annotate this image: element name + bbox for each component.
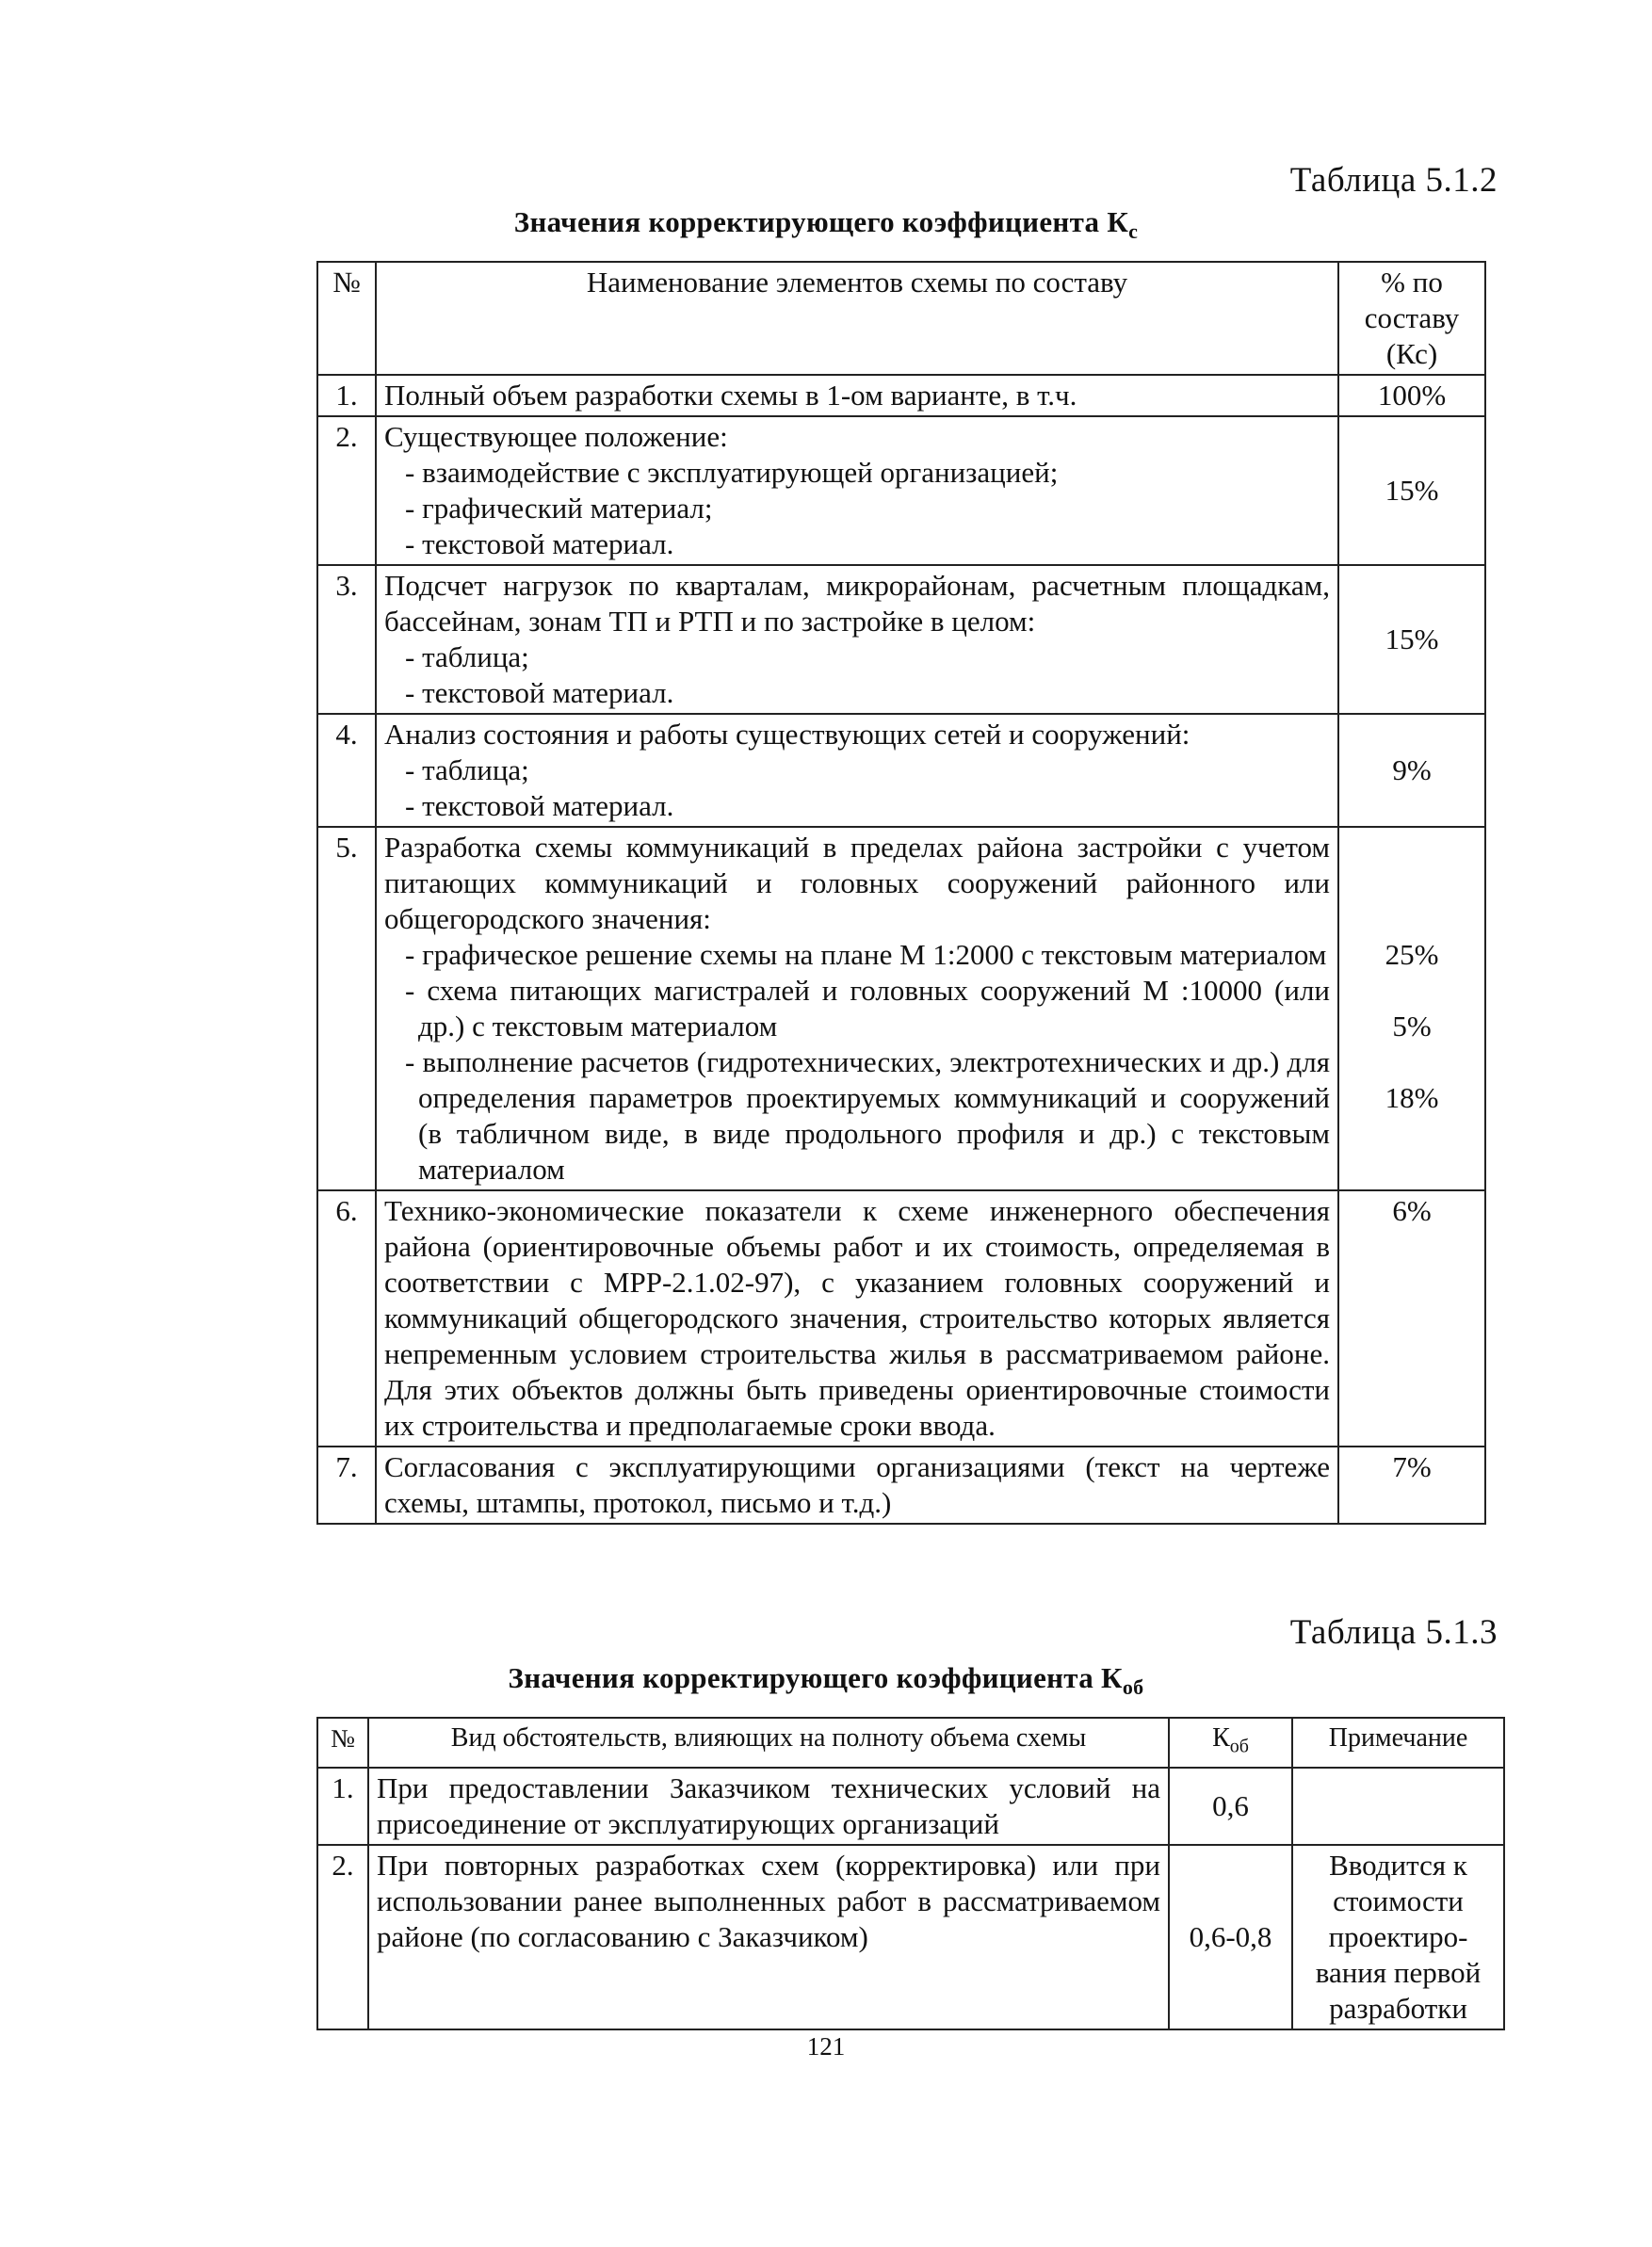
row-line: - текстовой материал. — [405, 789, 674, 822]
row-line: - графическое решение схемы на плане М 1:2000 с текстовым материалом — [405, 938, 1327, 971]
row-line: - взаимодействие с эксплуатирующей организацией; — [405, 456, 1059, 489]
header-note: Примечание — [1292, 1718, 1504, 1768]
header-coef: $К_{об}$ — [1169, 1718, 1292, 1768]
row-pct: 7% — [1338, 1447, 1485, 1524]
table-row — [317, 714, 1485, 827]
row-num: 2. — [317, 1845, 368, 2029]
table-5-1-2-label: Таблица 5.1.2 — [1289, 161, 1498, 200]
table-row — [317, 375, 1485, 416]
row-pct: 15% — [1338, 416, 1485, 565]
row-num: 3. — [317, 565, 376, 714]
row-num: 1. — [317, 1768, 368, 1845]
page-number: 121 — [806, 2032, 846, 2061]
table-row — [317, 1845, 1504, 2029]
row-line: - схема питающих магистралей и головных сооружений М :10000 (или др.) с текстовым материалом — [405, 974, 1330, 1043]
row-text: Согласования с эксплуатирующими организациями (текст на чертеже схемы, штампы, протокол, письмо и т.д.) — [376, 1447, 1338, 1524]
table-header-row — [317, 262, 1485, 375]
row-line: - таблица; — [405, 753, 529, 786]
row-pct: 15% — [1338, 565, 1485, 714]
row-line: Существующее положение: — [384, 420, 728, 453]
row-pct: 25% — [1385, 938, 1439, 971]
row-line: Разработка схемы коммуникаций в пределах района застройки с учетом питающих коммуникаций и головных сооружений районного или общегородского значения: — [384, 831, 1330, 935]
table-5-1-3-label: Таблица 5.1.3 — [1289, 1613, 1498, 1652]
table-row — [317, 1768, 1504, 1845]
row-line: Анализ состояния и работы существующих сетей и сооружений: — [384, 718, 1190, 751]
row-text: Полный объем разработки схемы в 1-ом варианте, в т.ч. — [376, 375, 1338, 416]
row-pct: 18% — [1385, 1081, 1439, 1114]
row-coef: 0,6 — [1169, 1768, 1292, 1845]
table-header-row — [317, 1718, 1504, 1768]
header-pct: % по составу (Кс) — [1338, 262, 1485, 375]
row-line: - выполнение расчетов (гидротехнических, электротехнических и др.) для определения параметров проектируемых коммуникаций и сооружений (в табличном виде, в виде продольного профиля и др.) с текстовым материалом — [405, 1045, 1330, 1186]
row-text — [376, 714, 1338, 827]
row-num: 5. — [317, 827, 376, 1190]
table-row — [317, 1447, 1485, 1524]
header-name: Вид обстоятельств, влияющих на полноту объема схемы — [368, 1718, 1169, 1768]
table-row — [317, 416, 1485, 565]
row-pct: 9% — [1338, 714, 1485, 827]
table-5-1-2-title: Значения корректирующего коэффициента $К_с$ — [513, 205, 1139, 244]
header-num: № — [317, 1718, 368, 1768]
row-line: - таблица; — [405, 640, 529, 673]
row-line: - текстовой материал. — [405, 676, 674, 709]
table-row — [317, 565, 1485, 714]
row-pct-group — [1338, 827, 1485, 1190]
row-text: При предоставлении Заказчиком технических условий на присоединение от эксплуатирующих организаций — [368, 1768, 1169, 1845]
row-note — [1292, 1768, 1504, 1845]
header-name: Наименование элементов схемы по составу — [376, 262, 1338, 375]
table-5-1-3 — [316, 1717, 1505, 2030]
row-text — [376, 827, 1338, 1190]
header-num: № — [317, 262, 376, 375]
row-coef: 0,6-0,8 — [1169, 1845, 1292, 2029]
row-pct: 100% — [1338, 375, 1485, 416]
row-pct: 5% — [1392, 1010, 1432, 1043]
row-text — [376, 565, 1338, 714]
row-num: 4. — [317, 714, 376, 827]
row-num: 2. — [317, 416, 376, 565]
row-num: 1. — [317, 375, 376, 416]
row-num: 6. — [317, 1190, 376, 1447]
table-5-1-3-title: Значения корректирующего коэффициента $К_{об}$ — [508, 1661, 1144, 1700]
row-text: Технико-экономические показатели к схеме инженерного обеспечения района (ориентировочные объемы работ и их стоимость, определяемая в соответствии с МРР-2.1.02-97), с указанием головных сооружений и коммуникаций общегородского значения, строительство которых является непременным условием строительства жилья в рассматриваемом районе. Для этих объектов должны быть приведены ориентировочные стоимости их строительства и предполагаемые сроки ввода. — [376, 1190, 1338, 1447]
row-pct: 6% — [1338, 1190, 1485, 1447]
row-num: 7. — [317, 1447, 376, 1524]
row-line: - графический материал; — [405, 492, 713, 525]
row-text: При повторных разработках схем (корректировка) или при использовании ранее выполненных работ в рассматриваемом районе (по согласованию с Заказчиком) — [368, 1845, 1169, 2029]
table-row — [317, 1190, 1485, 1447]
table-row — [317, 827, 1485, 1190]
row-note: Вводится к стоимости проектиро-вания первой разработки — [1292, 1845, 1504, 2029]
row-line: Подсчет нагрузок по кварталам, микрорайонам, расчетным площадкам, бассейнам, зонам ТП и РТП и по застройке в целом: — [384, 569, 1330, 638]
row-text — [376, 416, 1338, 565]
table-5-1-2 — [316, 261, 1486, 1525]
row-line: - текстовой материал. — [405, 527, 674, 560]
